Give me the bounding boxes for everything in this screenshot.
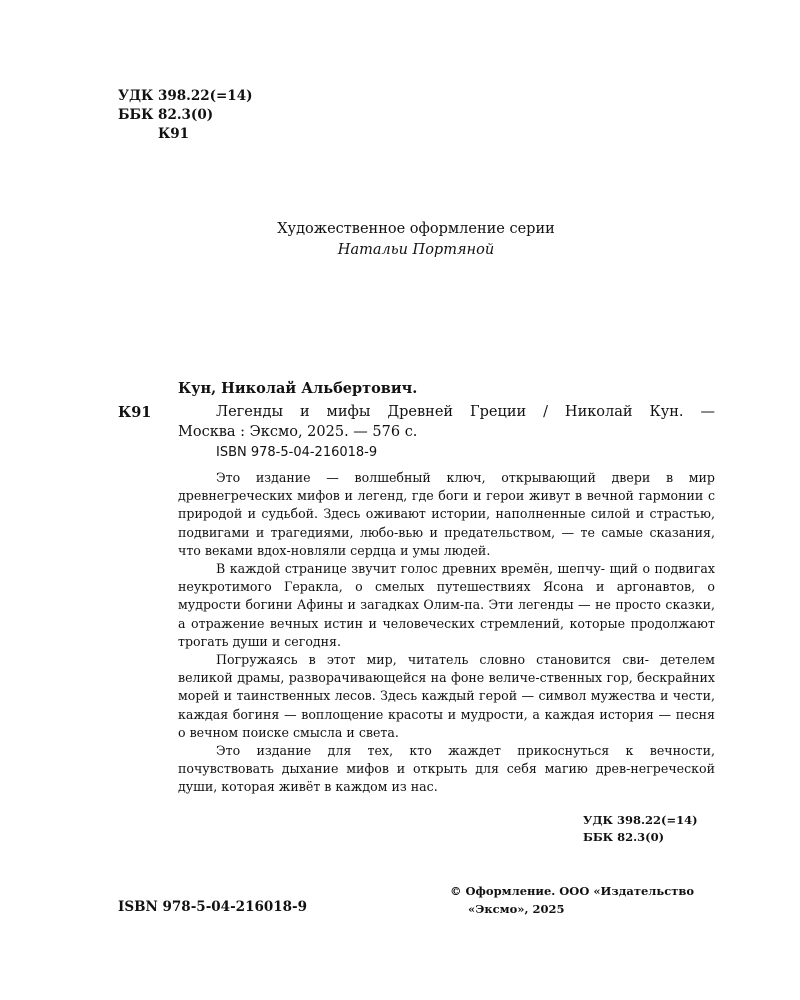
bibliographic-description [178,402,715,442]
annotation-paragraph: В каждой странице звучит голос древних времён, шепчу- щий о подвигах неукротимого Геракла, о смелых путешествиях Ясона и аргонавтов, о мудрости богини Афины и загадках Олим-па. Эти легенды — не просто сказки, а отражение вечных истин и человеческих стремлений, которые продолжают трогать души и сегодня. [178,561,715,649]
udk-code: УДК 398.22(=14) [118,88,253,104]
bbk-code-bottom: ББК 82.3(0) [583,830,665,844]
bibliographic-author-mark: К91 [118,404,152,421]
author-mark: К91 [158,126,190,142]
annotation-paragraph: Погружаясь в этот мир, читатель словно становится сви- детелем великой драмы, разворачивающейся на фоне величе-ственных гор, бескрайних морей и таинственных лесов. Здесь каждый герой — символ мужества и чести, каждая богиня — воплощение красоты и мудрости, а каждая история — песня о вечном поиске смысла и света. [178,652,715,740]
isbn-line: ISBN 978-5-04-216018-9 [216,445,378,460]
author-heading: Кун, Николай Альбертович. [178,380,418,397]
annotation-paragraph: Это издание для тех, кто жаждет прикоснуться к вечности, почувствовать дыхание мифов и открыть для себя магию древ-негреческой души, которая живёт в каждом из нас. [178,743,715,795]
series-credit [0,219,800,261]
annotation-paragraph: Это издание — волшебный ключ, открывающий двери в мир древнегреческих мифов и легенд, где боги и герои живут в вечной гармонии с природой и судьбой. Здесь оживают истории, наполненные силой и страстью, подвигами и трагедиями, любо-вью и предательством, — те самые сказания, что веками вдох-новляли сердца и умы людей. [178,470,715,558]
annotation [178,469,715,797]
udk-code-bottom: УДК 398.22(=14) [583,813,698,827]
copyright-line-2: «Эксмо», 2025 [468,902,565,916]
classification-block-bottom [583,812,698,846]
copyright-line-1: © Оформление. ООО «Издательство [450,884,694,898]
copyright-notice [450,882,694,918]
series-credit-line: Художественное оформление серии [277,221,555,237]
title-line: Легенды и мифы Древней Греции / Николай Кун. — [216,404,715,420]
imprint-line: Москва : Эксмо, 2025. — 576 с. [178,424,418,440]
series-designer-name: Натальи Портяной [337,242,495,258]
isbn-bottom: ISBN 978-5-04-216018-9 [118,899,308,915]
classification-block [118,87,252,144]
bbk-code: ББК 82.3(0) [118,107,214,123]
